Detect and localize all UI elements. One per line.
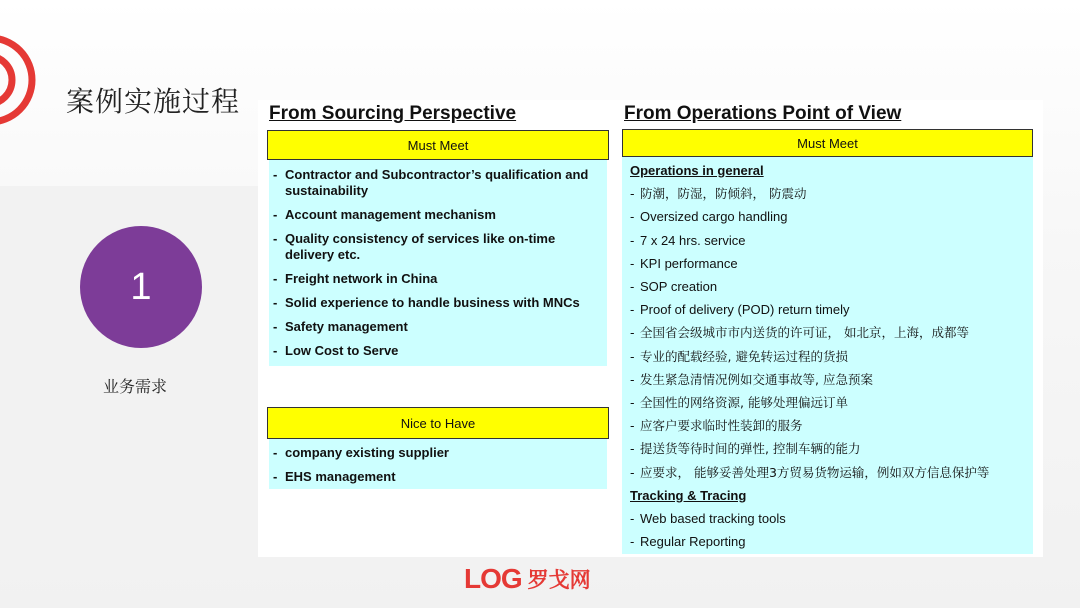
bullet-dash: -	[630, 418, 635, 434]
bullet-dash: -	[273, 271, 278, 286]
list-item	[628, 530, 1033, 553]
bullet-dash: -	[630, 464, 635, 480]
list-item	[269, 469, 601, 485]
list-item-text: Regular Reporting	[640, 534, 746, 550]
list-item-text: SOP creation	[640, 279, 718, 295]
list-item-text: 全国性的网络资源, 能够处理偏远订单	[640, 395, 848, 411]
list-item-text: KPI performance	[640, 255, 738, 271]
list-item-text: Low Cost to Serve	[285, 343, 399, 358]
list-item-text: Proof of delivery (POD) return timely	[640, 302, 850, 318]
list-item	[269, 207, 601, 223]
list-item	[628, 321, 1033, 344]
bullet-dash: -	[630, 348, 635, 364]
list-item	[628, 252, 1033, 275]
tracking-heading: Tracking & Tracing	[630, 487, 747, 503]
list-item-text: 应要求， 能够妥善处理3方贸易货物运输，例如双方信息保护等	[640, 464, 990, 480]
list-item	[628, 507, 1033, 530]
list-item-text: company existing supplier	[285, 445, 449, 460]
list-item	[628, 229, 1033, 252]
list-item	[628, 414, 1033, 437]
sourcing-nice-to-have-label: Nice to Have	[267, 407, 609, 439]
list-item-text: 专业的配载经验, 避免转运过程的货损	[640, 348, 848, 364]
bullet-dash: -	[273, 295, 278, 310]
operations-box	[622, 157, 1033, 554]
concentric-arcs-logo-icon	[0, 30, 44, 130]
operations-heading: From Operations Point of View	[624, 103, 902, 124]
sourcing-must-meet-list	[269, 167, 601, 359]
sourcing-must-meet-box	[269, 160, 607, 366]
list-item-text: Web based tracking tools	[640, 511, 786, 527]
bullet-dash: -	[273, 207, 278, 222]
bullet-dash: -	[630, 395, 635, 411]
bullet-dash: -	[630, 302, 635, 318]
list-item	[628, 298, 1033, 321]
bullet-dash: -	[630, 232, 635, 248]
bullet-dash: -	[273, 319, 278, 334]
bullet-dash: -	[630, 209, 635, 225]
list-item-text: 防潮，防湿，防倾斜， 防震动	[640, 186, 807, 202]
list-item-text: 发生紧急清情况例如交通事故等, 应急预案	[640, 371, 873, 387]
list-item	[628, 205, 1033, 228]
list-item	[269, 445, 601, 461]
bullet-dash: -	[630, 325, 635, 341]
bullet-dash: -	[273, 343, 278, 358]
tracking-list	[628, 507, 1033, 553]
sourcing-nice-to-have-box	[269, 439, 607, 489]
step-number-circle: 1	[80, 226, 202, 348]
list-item-text: Oversized cargo handling	[640, 209, 788, 225]
bullet-dash: -	[630, 441, 635, 457]
sourcing-nice-to-have-list	[269, 445, 601, 485]
footer-logo	[464, 563, 591, 595]
bullet-dash: -	[630, 255, 635, 271]
bullet-dash: -	[630, 511, 635, 527]
list-item-text: 应客户要求临时性装卸的服务	[640, 418, 803, 434]
list-item-text: EHS management	[285, 469, 396, 484]
list-item	[628, 368, 1033, 391]
step-label: 业务需求	[103, 377, 168, 396]
list-item	[628, 182, 1033, 205]
list-item	[628, 345, 1033, 368]
bullet-dash: -	[273, 231, 278, 246]
list-item	[628, 437, 1033, 460]
list-item	[269, 295, 601, 311]
footer-logo-chinese: 罗戈网	[527, 568, 591, 592]
sourcing-must-meet-label: Must Meet	[267, 130, 609, 160]
list-item-text: Quality consistency of services like on-time delivery etc.	[285, 231, 556, 262]
bullet-dash: -	[273, 167, 278, 182]
sourcing-heading: From Sourcing Perspective	[269, 103, 517, 124]
operations-general-heading: Operations in general	[630, 163, 764, 178]
list-item-text: 7 x 24 hrs. service	[640, 232, 746, 248]
list-item-text: Account management mechanism	[285, 207, 496, 222]
operations-general-list	[628, 182, 1033, 484]
list-item	[269, 271, 601, 287]
bullet-dash: -	[630, 534, 635, 550]
list-item	[269, 343, 601, 359]
list-item	[628, 275, 1033, 298]
list-item-text: Freight network in China	[285, 271, 438, 286]
list-item-text: 全国省会级城市市内送货的许可证， 如北京，上海，成都等	[640, 325, 969, 341]
bullet-dash: -	[273, 469, 278, 484]
list-item	[269, 167, 601, 199]
list-item	[269, 319, 601, 335]
list-item-text: Safety management	[285, 319, 408, 334]
list-item	[269, 231, 601, 263]
bullet-dash: -	[630, 371, 635, 387]
list-item-text: Contractor and Subcontractor’s qualification and sustainability	[285, 167, 589, 198]
bullet-dash: -	[630, 186, 635, 202]
list-item	[628, 461, 1033, 484]
operations-must-meet-label: Must Meet	[622, 129, 1033, 157]
bullet-dash: -	[630, 279, 635, 295]
footer-logo-latin: LOG	[464, 563, 522, 594]
list-item-text: Solid experience to handle business with MNCs	[285, 295, 580, 310]
list-item-text: 提送货等待时间的弹性, 控制车辆的能力	[640, 441, 861, 457]
slide-title: 案例实施过程	[66, 85, 241, 118]
bullet-dash: -	[273, 445, 278, 460]
list-item	[628, 391, 1033, 414]
